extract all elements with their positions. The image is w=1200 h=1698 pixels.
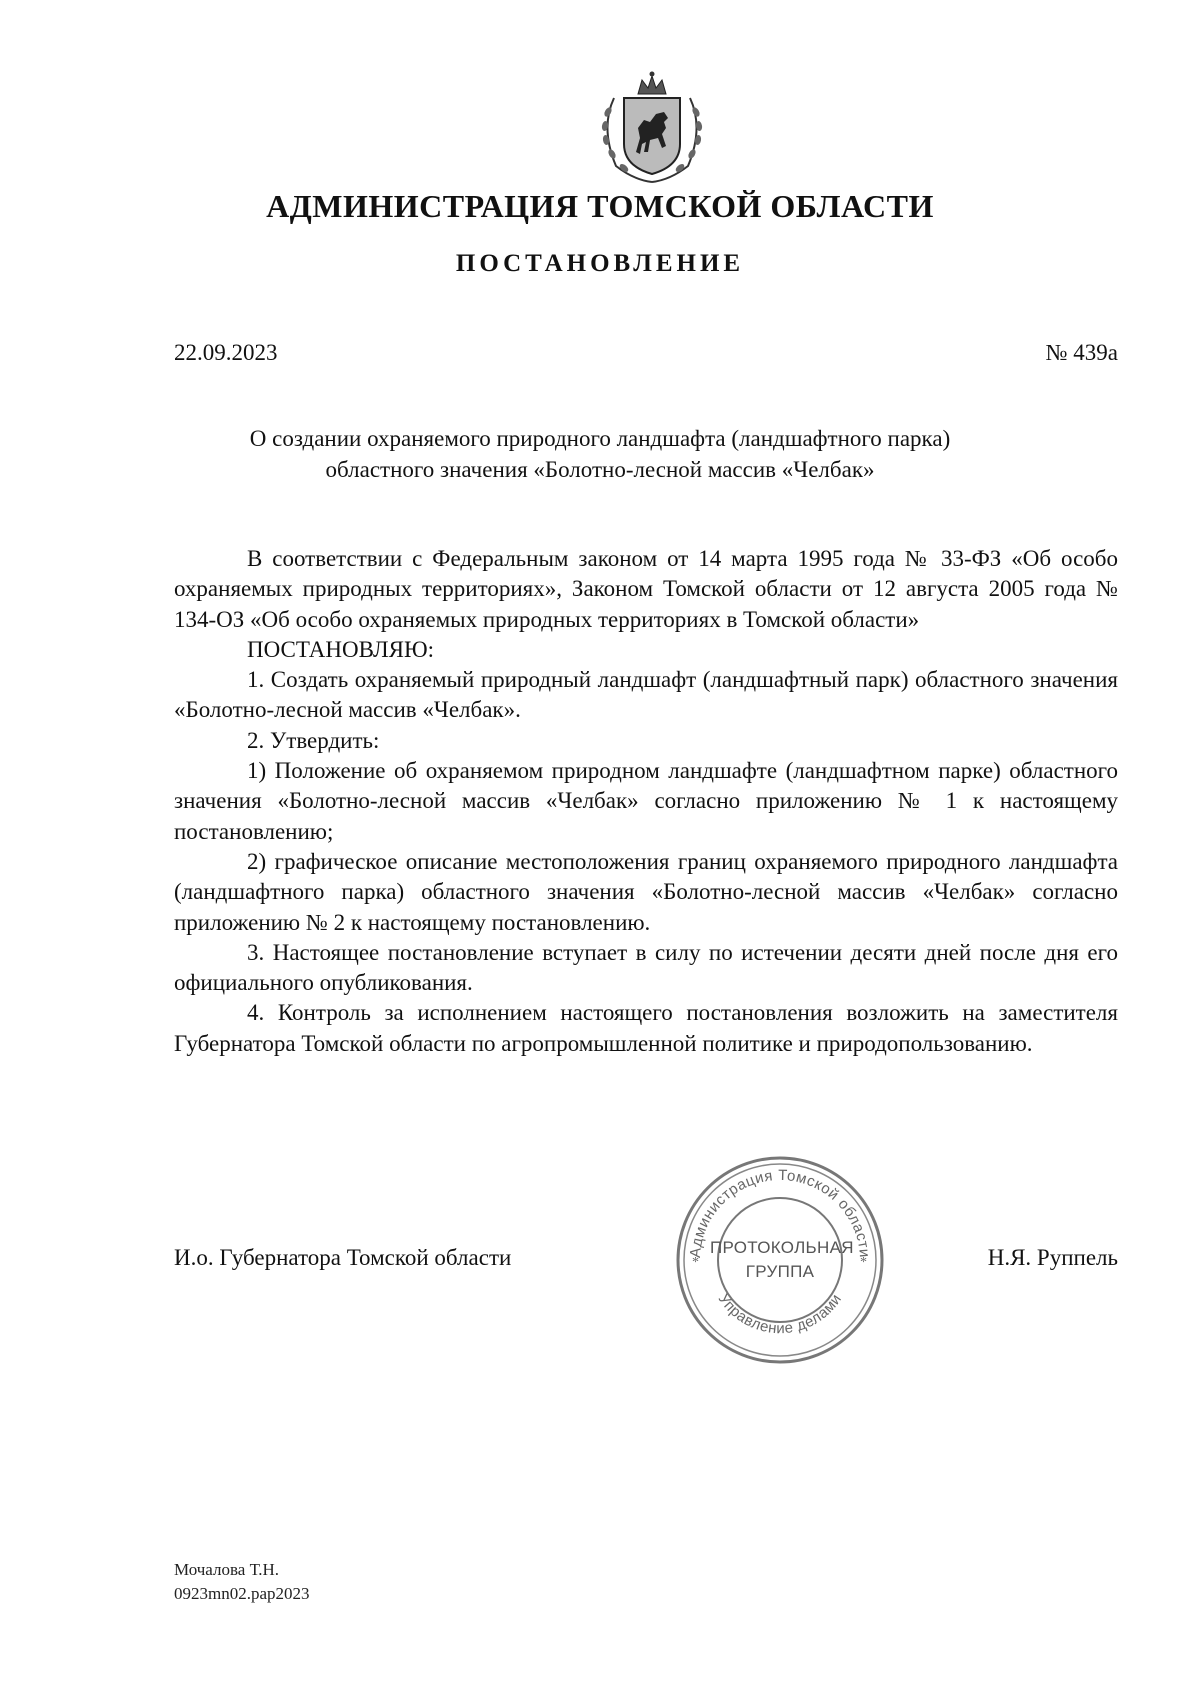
body-paragraph: ПОСТАНОВЛЯЮ: (247, 636, 435, 662)
document-date: 22.09.2023 (174, 340, 278, 365)
document-body (174, 544, 1118, 1059)
stamp-ring-top-text: Администрация Томской области (686, 1166, 874, 1259)
document-type: ПОСТАНОВЛЕНИЕ (455, 250, 745, 277)
body-paragraph: 1) Положение об охраняемом природном ландшафте (ландшафтном парке) областного значения «Болотно-лесной массив «Челбак» согласно приложению № 1 к настоящему постановлению; (174, 758, 1118, 844)
svg-text:Управление делами (715, 1291, 846, 1337)
subject-line-2: областного значения «Болотно-лесной массив «Челбак» (325, 457, 875, 482)
stamp-center-line-2: ГРУППА (745, 1262, 815, 1281)
svg-text:*: * (860, 1255, 867, 1270)
subject-line-1: О создании охраняемого природного ландшафта (ландшафтного парка) (249, 426, 951, 451)
document-footer (174, 1558, 310, 1606)
stamp-center-line-1: ПРОТОКОЛЬНАЯ (710, 1238, 854, 1257)
body-paragraph: В соответствии с Федеральным законом от 14 марта 1995 года № 33-ФЗ «Об особо охраняемых природных территориях», Законом Томской области от 12 августа 2005 года № 134-ОЗ «Об особо охраняемых природных территориях в Томской области» (174, 546, 1118, 632)
svg-text:*: * (692, 1255, 699, 1270)
stamp-seal (670, 1150, 890, 1370)
organization-title: АДМИНИСТРАЦИЯ ТОМСКОЙ ОБЛАСТИ (266, 188, 934, 224)
stamp-ring-bottom-text: Управление делами (714, 1290, 846, 1338)
body-paragraph: 2) графическое описание местоположения границ охраняемого природного ландшафта (ландшафтного парка) областного значения «Болотно-лесной массив «Челбак» согласно приложению № 2 к настоящему постановлению. (174, 848, 1118, 935)
document-number: № 439а (1045, 340, 1118, 365)
signatory-title: И.о. Губернатора Томской области (174, 1245, 512, 1270)
tomsk-coat-of-arms-icon (594, 68, 710, 186)
official-stamp (670, 1150, 890, 1370)
signatory-name: Н.Я. Руппель (987, 1245, 1118, 1270)
body-paragraph: 2. Утвердить: (247, 727, 380, 753)
body-paragraph: 3. Настоящее постановление вступает в силу по истечении десяти дней после дня его официального опубликования. (174, 939, 1118, 996)
document-subject (0, 423, 1200, 485)
executor-name: Мочалова Т.Н. (174, 1560, 280, 1579)
file-code: 0923mn02.pap2023 (174, 1584, 310, 1603)
body-paragraph: 4. Контроль за исполнением настоящего постановления возложить на заместителя Губернатора Томской области по агропромышленной политике и природопользованию. (174, 1000, 1118, 1056)
body-paragraph: 1. Создать охраняемый природный ландшафт (ландшафтный парк) областного значения «Болотно-лесной массив «Челбак». (174, 667, 1118, 723)
